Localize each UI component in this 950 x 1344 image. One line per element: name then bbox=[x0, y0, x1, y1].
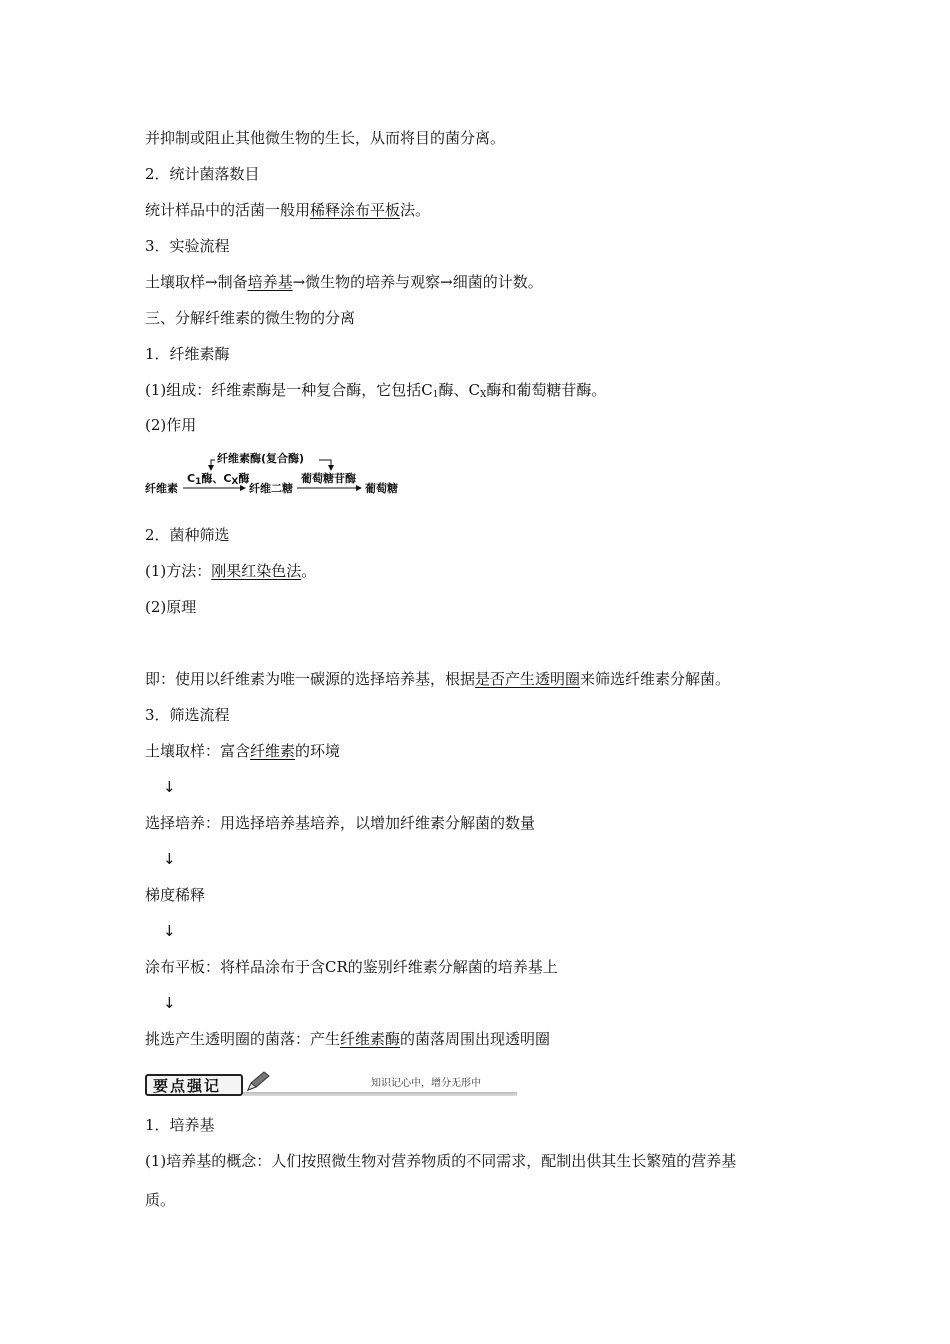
section-heading: 2．菌种筛选 bbox=[145, 526, 230, 544]
text: 的环境 bbox=[295, 742, 341, 760]
flow-step: 涂布平板：将样品涂布于含CR的鉴别纤维素分解菌的培养基上 bbox=[145, 958, 558, 976]
diagram-top-label: 纤维素酶(复合酶) bbox=[217, 452, 305, 465]
subscript: X bbox=[231, 477, 239, 487]
text: 土壤取样：富含 bbox=[145, 742, 251, 760]
underlined-term: 是否产生透明圈 bbox=[475, 670, 581, 688]
down-arrow-icon: ↓ bbox=[163, 994, 176, 1012]
section-heading: 3．筛选流程 bbox=[145, 706, 230, 724]
banner-title: 要点强记 bbox=[153, 1077, 222, 1095]
text: 的菌落周围出现透明圈 bbox=[400, 1030, 551, 1048]
text-line bbox=[145, 669, 730, 689]
diagram-enzyme1 bbox=[187, 472, 249, 489]
text: 土壤取样→制备 bbox=[145, 273, 248, 291]
underlined-term: 纤维素酶 bbox=[340, 1030, 401, 1048]
down-arrow-icon: ↓ bbox=[163, 778, 176, 796]
text-line: (2)作用 bbox=[145, 416, 197, 434]
section-heading: 1．纤维素酶 bbox=[145, 345, 230, 363]
underlined-term: 稀释涂布平板 bbox=[310, 201, 401, 219]
text-line: (2)原理 bbox=[145, 598, 197, 616]
flow-step: 选择培养：用选择培养基培养，以增加纤维素分解菌的数量 bbox=[145, 814, 536, 832]
text: C bbox=[187, 472, 196, 485]
enzyme-diagram bbox=[145, 448, 415, 500]
text: 法。 bbox=[400, 201, 431, 219]
section-heading: 1．培养基 bbox=[145, 1116, 215, 1134]
banner-box bbox=[145, 1074, 243, 1096]
text-line: (1)培养基的概念：人们按照微生物对营养物质的不同需求，配制出供其生长繁殖的营养基 bbox=[145, 1152, 737, 1170]
flow-step: 梯度稀释 bbox=[145, 886, 206, 904]
diagram-enzyme2: 葡萄糖苷酶 bbox=[301, 472, 356, 485]
text-line bbox=[145, 380, 606, 405]
text: 酶、C bbox=[201, 472, 232, 485]
text: 酶 bbox=[238, 472, 250, 485]
down-arrow-icon: ↓ bbox=[163, 922, 176, 940]
banner-rule bbox=[243, 1092, 517, 1096]
text: →微生物的培养与观察→细菌的计数。 bbox=[292, 273, 543, 291]
text: 即：使用以纤维素为唯一碳源的选择培养基，根据 bbox=[145, 670, 476, 688]
underlined-term: 刚果红染色法 bbox=[211, 562, 302, 580]
subscript: X bbox=[479, 390, 487, 400]
text: 来筛选纤维素分解菌。 bbox=[580, 670, 731, 688]
underlined-term: 纤维素 bbox=[250, 742, 296, 760]
text-line bbox=[145, 200, 430, 220]
text-line bbox=[145, 272, 543, 292]
flow-step bbox=[145, 1029, 550, 1049]
text-line bbox=[145, 561, 316, 581]
underlined-term: 培养基 bbox=[247, 273, 293, 291]
text: 统计样品中的活菌一般用 bbox=[145, 201, 311, 219]
text: 酶、C bbox=[438, 381, 480, 399]
pencil-icon bbox=[245, 1070, 271, 1094]
diagram-end: 葡萄糖 bbox=[365, 482, 398, 495]
text: 挑选产生透明圈的菌落：产生 bbox=[145, 1030, 341, 1048]
section-heading: 2．统计菌落数目 bbox=[145, 165, 260, 183]
subscript: 1 bbox=[195, 477, 202, 487]
key-points-banner bbox=[145, 1072, 517, 1100]
text-line: 并抑制或阻止其他微生物的生长，从而将目的菌分离。 bbox=[145, 129, 506, 147]
diagram-middle: 纤维二糖 bbox=[249, 482, 293, 495]
section-heading: 3．实验流程 bbox=[145, 237, 230, 255]
text: 。 bbox=[301, 562, 317, 580]
text: (1)方法： bbox=[145, 562, 212, 580]
diagram-start: 纤维素 bbox=[145, 482, 178, 495]
banner-subtitle: 知识记心中，增分无形中 bbox=[371, 1078, 481, 1089]
subscript: 1 bbox=[432, 390, 439, 400]
flow-step bbox=[145, 741, 340, 761]
down-arrow-icon: ↓ bbox=[163, 850, 176, 868]
text: (1)组成：纤维素酶是一种复合酶，它包括C bbox=[145, 381, 433, 399]
section-heading: 三、分解纤维素的微生物的分离 bbox=[145, 309, 356, 327]
text-line: 质。 bbox=[145, 1191, 176, 1209]
text: 酶和葡萄糖苷酶。 bbox=[486, 381, 607, 399]
